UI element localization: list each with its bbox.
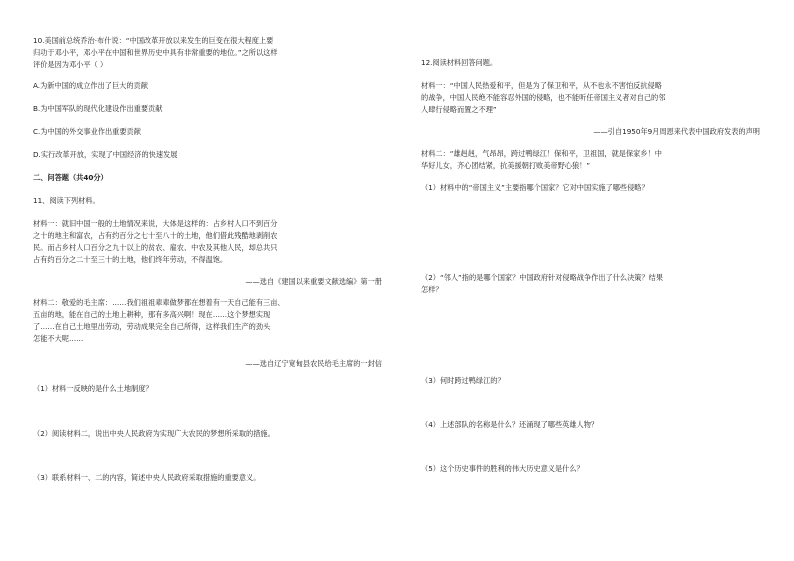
q11-material-1-source: ——选自《建国以来重要文献选编》第一册	[245, 277, 382, 286]
q10-stem-line-1: 10.美国前总统乔治·布什说：“中国改革开放以来发生的巨变在很大程度上要	[33, 36, 274, 45]
q10-option-c: C.为中国的外交事业作出重要贡献	[33, 127, 141, 136]
q11-material-2-line-1: 材料二：敬爱的毛主席：……我们祖祖辈辈做梦都在想着有一天自己能有三亩、	[33, 298, 285, 307]
q11-material-2-source: ——选自辽宁宽甸县农民给毛主席的一封信	[245, 359, 382, 368]
q12-sub-question-5: （5）这个历史事件的胜利的伟大历史意义是什么？	[421, 464, 584, 473]
q11-sub-question-3: （3）联系材料一、二的内容，简述中央人民政府采取措施的重要意义。	[33, 473, 261, 482]
q10-option-b: B.为中国军队的现代化建设作出重要贡献	[33, 104, 163, 113]
q11-material-2-line-2: 五亩的地，能在自己的土地上耕种，那有多高兴啊！现在……这个梦想实现	[33, 310, 271, 319]
q10-option-d: D.实行改革开放，实现了中国经济的快速发展	[33, 150, 178, 159]
q11-material-2-line-3: 了……在自己土地里出劳动，劳动成果完全自己所得，这样我们生产的劲头	[33, 322, 271, 331]
q11-material-1-line-4: 占有约百分之二十至三十的土地，他们终年劳动，不得温饱。	[33, 255, 228, 264]
q10-stem-line-2: 归功于邓小平，邓小平在中国和世界历史中具有非常重要的地位。”之所以这样	[33, 48, 278, 57]
q12-sub-question-3: （3）何时跨过鸭绿江的？	[421, 376, 505, 385]
q12-material-2-line-1: 材料二：“雄赳赳，气昂昂，跨过鸭绿江！保和平，卫祖国，就是保家乡！中	[421, 149, 662, 158]
q12-intro: 12.阅读材料回答问题。	[421, 58, 498, 67]
q10-stem-line-3: 评价是因为邓小平（ ）	[33, 60, 108, 69]
q12-material-1-line-2: 的战争，中国人民绝不能容忍外国的侵略，也不能听任帝国主义者对自己的邻	[421, 93, 666, 102]
q12-material-1-line-1: 材料一：“中国人民热爱和平，但是为了保卫和平，从不也永不害怕反抗侵略	[421, 81, 662, 90]
q11-sub-question-2: （2）阅读材料二，说出中央人民政府为实现广大农民的梦想所采取的措施。	[33, 429, 275, 438]
q12-sub-question-2-line-2: 怎样？	[421, 285, 443, 294]
q11-sub-question-1: （1）材料一反映的是什么土地制度？	[33, 384, 153, 393]
q11-material-1-line-3: 民。而占乡村人口百分之九十以上的贫农、雇农、中农及其他人民，却总共只	[33, 243, 278, 252]
q11-material-1-line-1: 材料一：就旧中国一般的土地情况来说，大体是这样的：占乡村人口不到百分	[33, 219, 278, 228]
q12-material-2-line-2: 华好儿女，齐心团结紧，抗美援朝打败美帝野心狼！”	[421, 161, 591, 170]
q11-material-2-line-4: 怎能不大呢……	[33, 334, 84, 343]
q12-sub-question-2-line-1: （2）“邻人”指的是哪个国家？中国政府针对侵略战争作出了什么决策？结果	[421, 273, 664, 282]
q10-option-a: A.为新中国的成立作出了巨大的贡献	[33, 81, 148, 90]
section-heading-qa: 二、问答题（共40分）	[33, 173, 108, 182]
q11-material-1-line-2: 之十的地主和富农，占有约百分之七十至八十的土地，他们借此残酷地剥削农	[33, 231, 278, 240]
q12-sub-question-1: （1）材料中的“帝国主义”主要指哪个国家？它对中国实施了哪些侵略？	[421, 183, 649, 192]
q11-intro: 11、阅读下列材料。	[33, 196, 100, 205]
q12-sub-question-4: （4）上述部队的名称是什么？还涌现了哪些英雄人物？	[421, 420, 599, 429]
q12-material-1-line-3: 人肆行侵略而置之不理”	[421, 105, 497, 114]
q12-material-1-source: ——引自1950年9月周恩来代表中国政府发表的声明	[593, 127, 760, 136]
